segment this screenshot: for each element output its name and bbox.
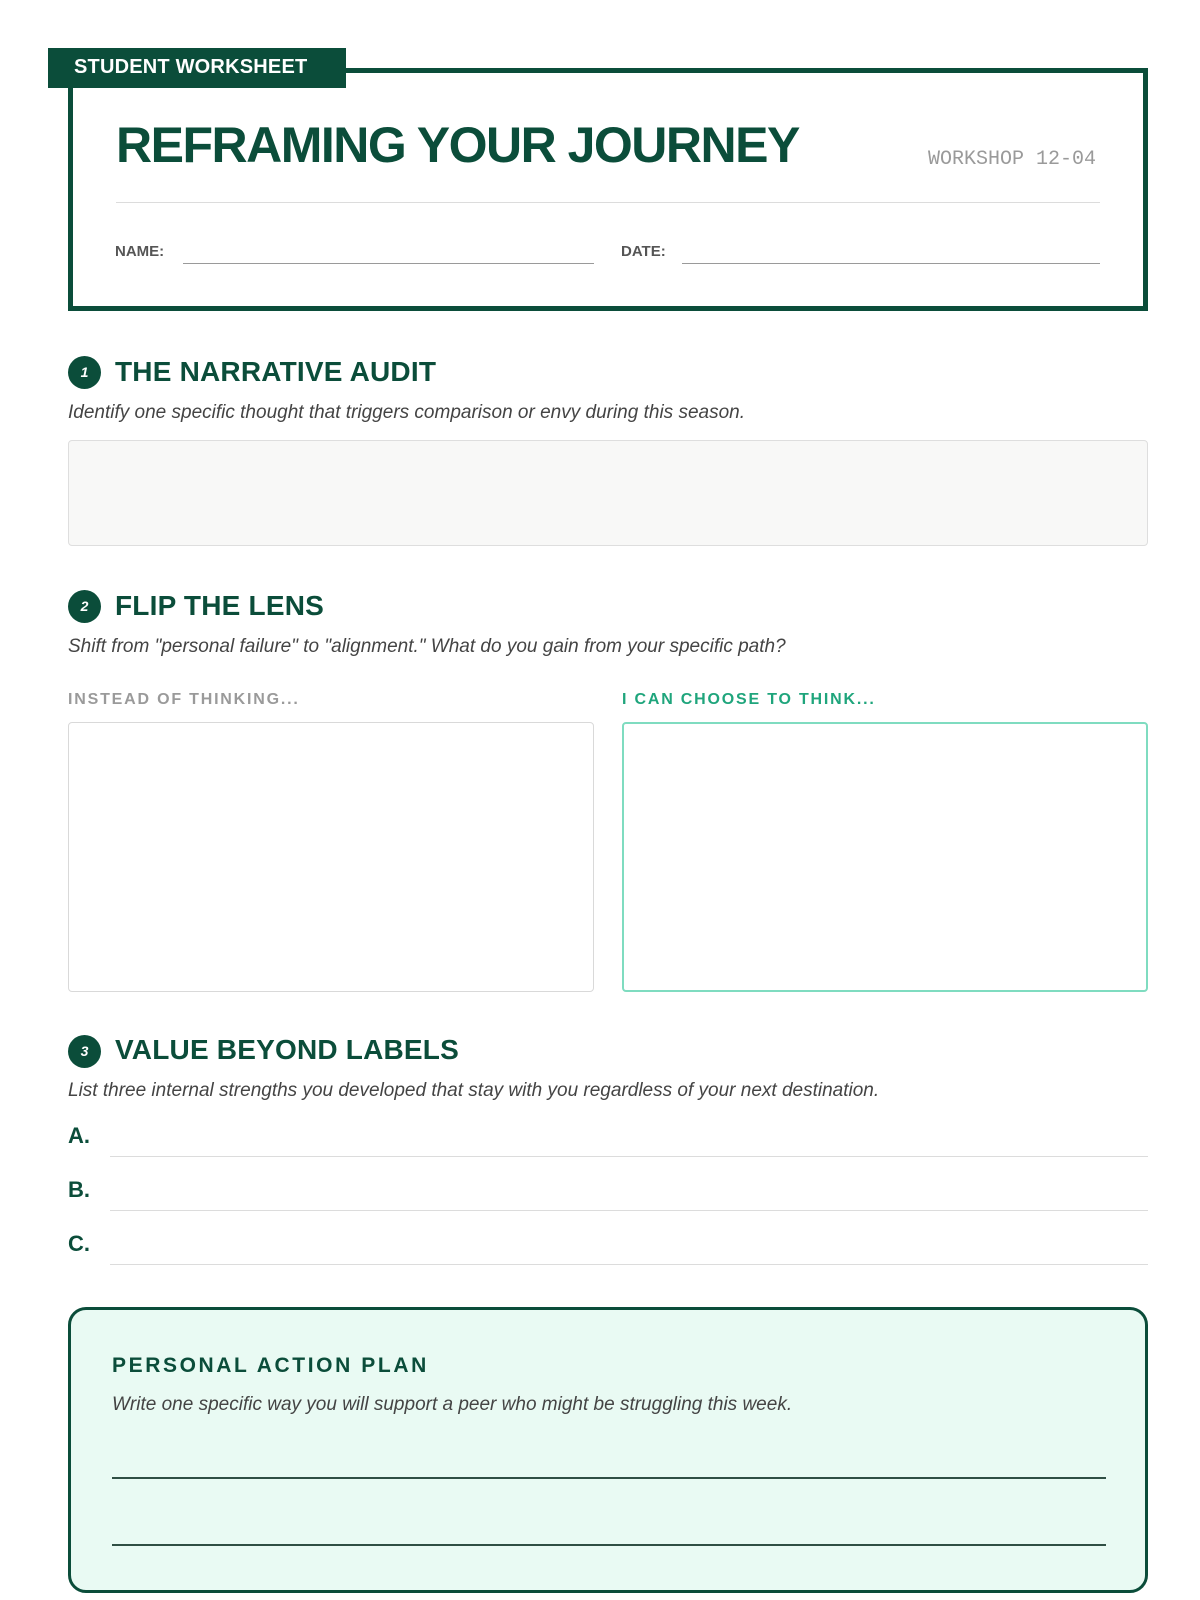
section-1-badge: 1 — [68, 356, 101, 389]
action-plan-panel — [68, 1307, 1148, 1593]
section-3-badge: 3 — [68, 1035, 101, 1068]
date-label: DATE: — [621, 243, 666, 260]
strength-b-label: B. — [68, 1177, 90, 1202]
strength-c-label: C. — [68, 1231, 90, 1256]
action-plan-description: Write one specific way you will support a peer who might be struggling this week. — [112, 1394, 793, 1415]
name-label: NAME: — [115, 243, 165, 260]
action-plan-title: PERSONAL ACTION PLAN — [112, 1354, 429, 1377]
strength-c-line[interactable] — [110, 1264, 1148, 1265]
instead-of-thinking-label: INSTEAD OF THINKING... — [68, 691, 300, 708]
section-2-description: Shift from "personal failure" to "alignment." What do you gain from your specific path? — [68, 636, 786, 657]
header-divider — [116, 202, 1100, 203]
choose-to-think-label: I CAN CHOOSE TO THINK... — [622, 691, 876, 708]
narrative-audit-answer-box[interactable] — [68, 440, 1148, 546]
strength-a-label: A. — [68, 1123, 90, 1148]
strength-b-line[interactable] — [110, 1210, 1148, 1211]
section-3-title: VALUE BEYOND LABELS — [115, 1034, 459, 1065]
section-1-title: THE NARRATIVE AUDIT — [115, 356, 437, 387]
name-field[interactable] — [183, 263, 594, 264]
action-plan-line-2[interactable] — [112, 1544, 1106, 1546]
instead-of-thinking-box[interactable] — [68, 722, 594, 992]
workshop-code: WORKSHOP 12-04 — [928, 148, 1097, 171]
worksheet-title: REFRAMING YOUR JOURNEY — [116, 117, 799, 173]
section-2-title: FLIP THE LENS — [115, 590, 324, 621]
action-plan-line-1[interactable] — [112, 1477, 1106, 1479]
section-2-badge: 2 — [68, 590, 101, 623]
strength-a-line[interactable] — [110, 1156, 1148, 1157]
section-1-description: Identify one specific thought that triggers comparison or envy during this season. — [68, 402, 745, 423]
worksheet-tag: STUDENT WORKSHEET — [48, 48, 346, 88]
date-field[interactable] — [682, 263, 1100, 264]
choose-to-think-box[interactable] — [622, 722, 1148, 992]
header-frame — [68, 68, 1148, 311]
section-3-description: List three internal strengths you developed that stay with you regardless of your next destination. — [68, 1080, 880, 1101]
